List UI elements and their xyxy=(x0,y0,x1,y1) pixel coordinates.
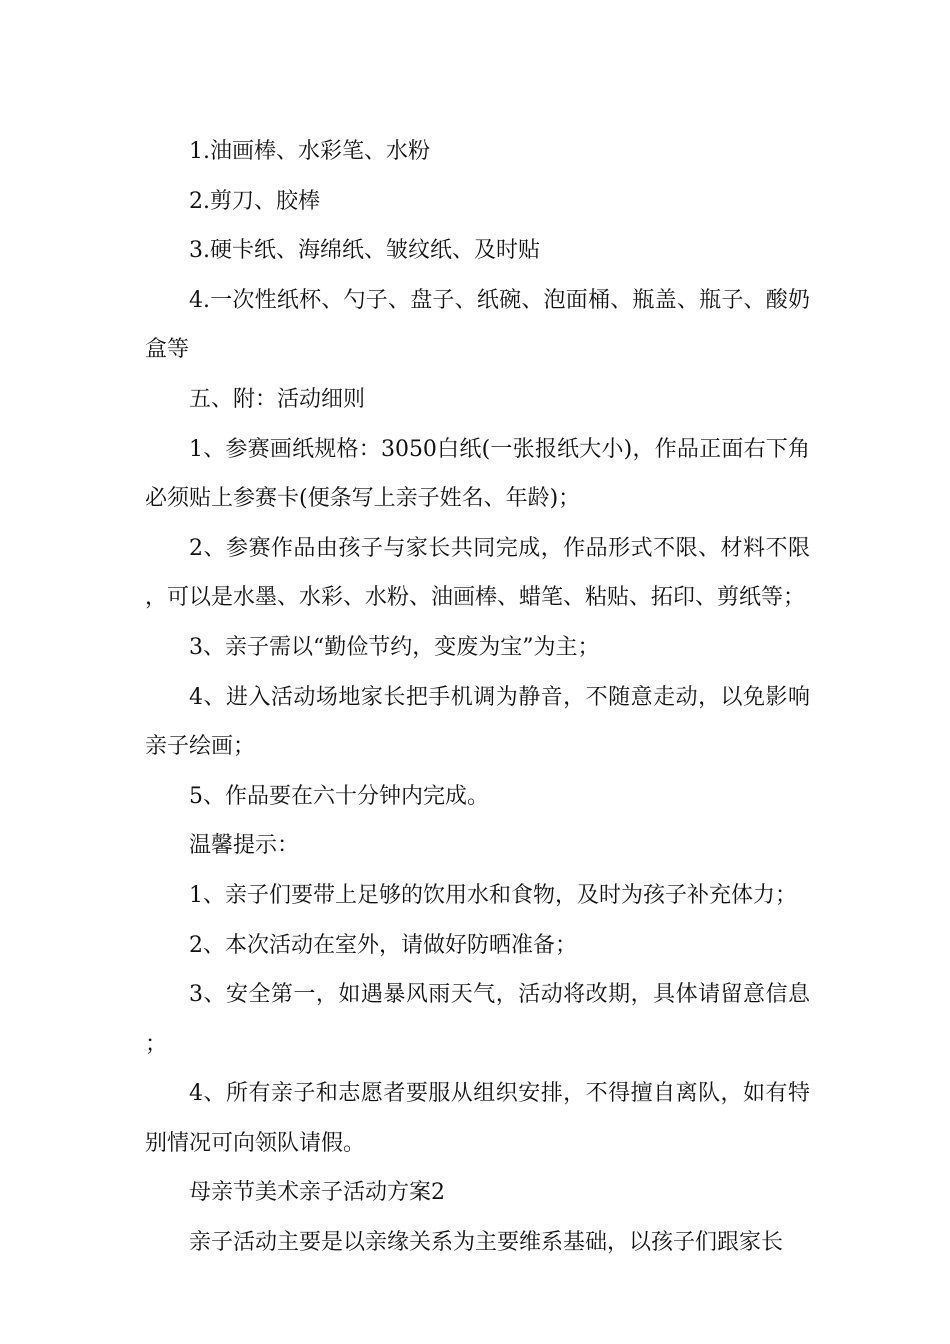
document-body xyxy=(145,127,810,1268)
section-title-plan-2: 母亲节美术亲子活动方案2 xyxy=(189,1180,445,1206)
section-heading-tips: 温馨提示： xyxy=(189,833,300,859)
paragraph-material-2: 2.剪刀、胶棒 xyxy=(189,188,320,214)
paragraph-tip-4: 4、所有亲子和志愿者要服从组织安排，不得擅自离队，如有特别情况可向领队请假。 xyxy=(145,1081,810,1156)
section-heading-rules: 五、附：活动细则 xyxy=(189,386,366,412)
paragraph-rule-4: 4、进入活动场地家长把手机调为静音，不随意走动，以免影响亲子绘画； xyxy=(145,684,810,760)
paragraph-rule-2: 2、参赛作品由孩子与家长共同完成，作品形式不限、材料不限，可以是水墨、水彩、水粉、油画棒、蜡笔、粘贴、拓印、剪纸等； xyxy=(145,535,810,611)
paragraph-tip-2: 2、本次活动在室外，请做好防晒准备； xyxy=(189,932,577,958)
paragraph-tip-1: 1、亲子们要带上足够的饮用水和食物，及时为孩子补充体力； xyxy=(189,882,797,908)
paragraph-rule-5: 5、作品要在六十分钟内完成。 xyxy=(189,783,489,809)
paragraph-tip-3: 3、安全第一，如遇暴风雨天气，活动将改期，具体请留意信息； xyxy=(145,982,810,1057)
paragraph-rule-3: 3、亲子需以“勤俭节约，变废为宝”为主； xyxy=(189,634,600,660)
paragraph-material-1: 1.油画棒、水彩笔、水粉 xyxy=(189,139,430,164)
paragraph-rule-1: 1、参赛画纸规格：3050白纸(一张报纸大小)，作品正面右下角必须贴上参赛卡(便条写上亲子姓名、年龄)； xyxy=(145,436,810,512)
paragraph-material-3: 3.硬卡纸、海绵纸、皱纹纸、及时贴 xyxy=(189,238,540,264)
paragraph-plan-2-intro: 亲子活动主要是以亲缘关系为主要维系基础，以孩子们跟家长 xyxy=(189,1230,784,1256)
paragraph-material-4: 4.一次性纸杯、勺子、盘子、纸碗、泡面桶、瓶盖、瓶子、酸奶盒等 xyxy=(145,287,810,363)
